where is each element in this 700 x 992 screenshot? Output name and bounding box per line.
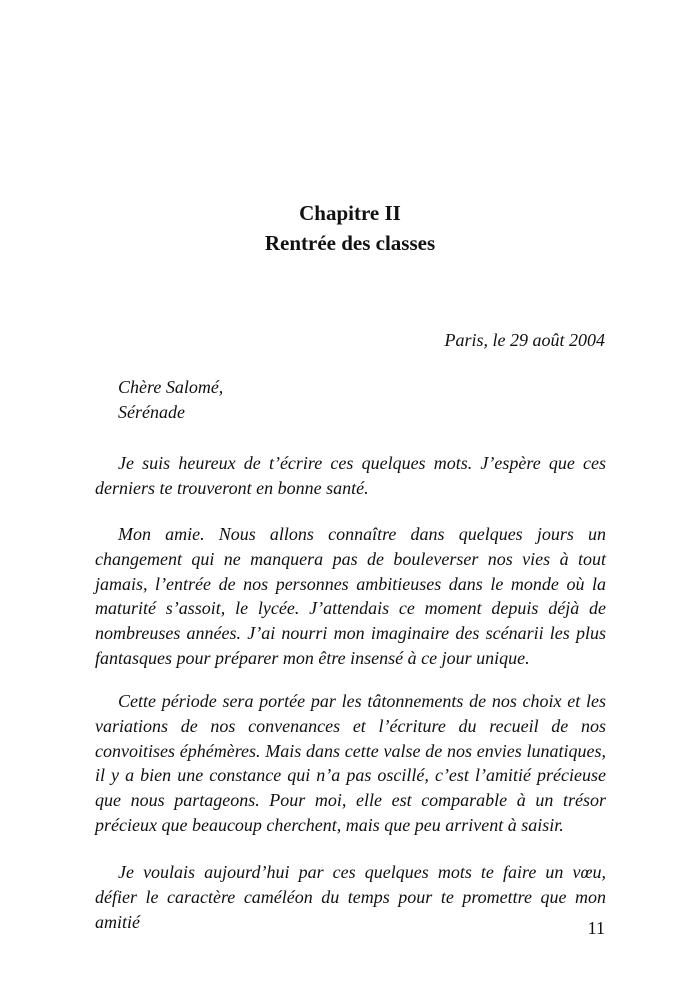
paragraph: Mon amie. Nous allons connaître dans quelques jours un changement qui ne manquera pas de bouleverser nos vies à tout jamais, l’entrée de nos personnes ambitieuses dans le monde où la maturité s’assoit, le lycée. J’attendais ce moment depuis déjà de nombreuses années. J’ai nourri mon imaginaire des scénarii les plus fantasques pour préparer mon être insensé à ce jour unique.: [95, 524, 606, 668]
page-number: 11: [587, 918, 605, 938]
paragraph: Cette période sera portée par les tâtonnements de nos choix et les variations de nos convenances et l’écriture du recueil de nos convoitises éphémères. Mais dans cette valse de nos envies lunatiques, il y a bien une constance qui n’a pas oscillé, c’est l’amitié précieuse que nous partageons. Pour moi, elle est comparable à un trésor précieux que beaucoup cherchent, mais que peu arrivent à saisir.: [95, 691, 606, 835]
chapter-number: Chapitre II: [299, 201, 401, 225]
letter-date: Paris, le 29 août 2004: [444, 330, 605, 350]
paragraph: Je voulais aujourd’hui par ces quelques mots te faire un vœu, défier le caractère caméléon du temps pour te promettre que mon amitié: [95, 862, 606, 932]
paragraph: Je suis heureux de t’écrire ces quelques mots. J’espère que ces derniers te trouveront en bonne santé.: [95, 453, 606, 498]
salutation-greeting: Chère Salomé,: [118, 377, 224, 397]
chapter-title: Rentrée des classes: [264, 231, 436, 255]
salutation-name: Sérénade: [118, 402, 185, 422]
